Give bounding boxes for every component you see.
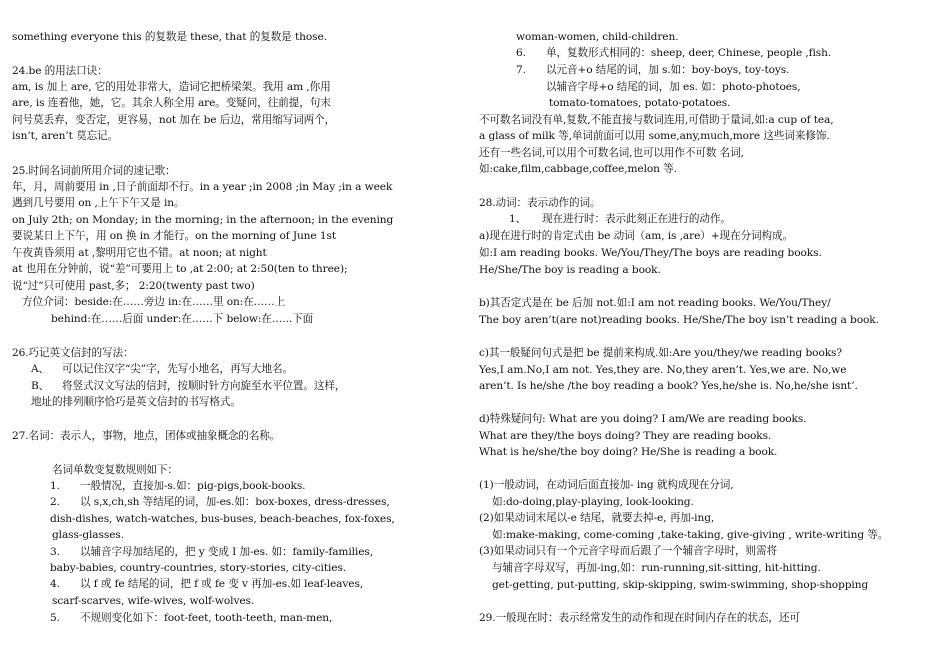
- list-marker: A、: [31, 363, 50, 375]
- list-number: 1.: [50, 480, 60, 492]
- text-line: 可以记住汉字“尖”字，先写小地名，再写大地名。: [62, 363, 293, 375]
- text-line: 方位介词：beside:在……旁边 in:在……里 on:在……上: [22, 296, 286, 308]
- list-number: 4.: [50, 578, 60, 590]
- list-number: 1、: [509, 213, 527, 225]
- text-line: a glass of milk 等,单词前面可以用 some,any,much,more 这些词来修饰.: [479, 130, 830, 142]
- text-line: scarf-scarves, wife-wives, wolf-wolves.: [52, 595, 255, 607]
- text-line: 现在进行时：表示此刻正在进行的动作。: [542, 213, 731, 225]
- list-number: 6.: [516, 47, 526, 59]
- section-24-title: 24.be 的用法口诀：: [12, 65, 108, 77]
- text-line: 与辅音字母双写，再加-ing,如：run-running,sit-sitting, hit-hitting.: [492, 562, 821, 574]
- section-26-title: 26.巧记英文信封的写法：: [12, 347, 134, 359]
- text-line: (3)如果动词只有一个元音字母而后跟了一个辅音字母时，则需将: [479, 545, 778, 557]
- text-line: 地址的排列顺序恰巧是英文信封的书写格式。: [31, 396, 241, 408]
- text-line: 如:do-doing,play-playing, look-looking.: [492, 496, 694, 508]
- text-line: What is he/she/the boy doing? He/She is reading a book.: [479, 446, 778, 458]
- text-line: tomato-tomatoes, potato-potatoes.: [549, 97, 731, 109]
- section-29-title: 29.一般现在时：表示经常发生的动作和现在时间内存在的状态，还可: [479, 612, 800, 624]
- text-line: 单，复数形式相同的：sheep, deer, Chinese, people ,fish.: [546, 47, 832, 59]
- text-line: glass-glasses.: [52, 529, 124, 541]
- text-line: aren’t. Is he/she /the boy reading a book? Yes,he/she is. No,he/she isnt’.: [479, 380, 858, 392]
- text-line: 午夜黄昏须用 at ,黎明用它也不错。at noon; at night: [12, 247, 267, 259]
- text-line: dish-dishes, watch-watches, bus-buses, beach-beaches, fox-foxes,: [50, 513, 395, 525]
- text-line: 还有一些名词,可以用个可数名词,也可以用作不可数 名词,: [479, 147, 744, 159]
- section-27-title: 27.名词：表示人，事物，地点，团体或抽象概念的名称。: [12, 430, 281, 442]
- list-number: 2.: [50, 496, 60, 508]
- text-line: (1)一般动词，在动词后面直接加- ing 就构成现在分词,: [479, 479, 734, 491]
- text-line: baby-babies, country-countries, story-stories, city-cities.: [50, 562, 347, 574]
- text-line: something everyone this 的复数是 these, that 的复数是 those.: [12, 31, 327, 43]
- text-line: The boy aren’t(are not)reading books. He/She/The boy isn’t reading a book.: [479, 314, 879, 326]
- text-line: What are they/the boys doing? They are reading books.: [479, 430, 772, 442]
- list-marker: B、: [31, 380, 50, 392]
- list-number: 3.: [50, 546, 60, 558]
- text-line: 如:I am reading books. We/You/They/The boys are reading books.: [479, 247, 822, 259]
- text-line: on July 2th; on Monday; in the morning; in the afternoon; in the evening: [12, 214, 394, 226]
- text-line: c)其一般疑问句式是把 be 提前来构成.如:Are you/they/we reading books?: [479, 347, 842, 359]
- subheading: 名词单数变复数规则如下：: [52, 464, 178, 476]
- text-line: 以元音+o 结尾的词，加 s.如：boy-boys, toy-toys.: [546, 64, 790, 76]
- text-line: a)现在进行时的肯定式由 be 动词（am, is ,are）+现在分词构成。: [479, 230, 793, 242]
- text-line: 以辅音字母加结尾的，把 y 变成 I 加-es. 如：family-families,: [80, 546, 374, 558]
- text-line: isn’t, aren’t 莫忘记。: [12, 130, 119, 142]
- text-line: He/She/The boy is reading a book.: [479, 264, 661, 276]
- text-line: 以 f 或 fe 结尾的词，把 f 或 fe 变 v 再加-es.如 leaf-leaves,: [80, 578, 364, 590]
- text-line: behind:在……后面 under:在……下 below:在…...下面: [51, 313, 314, 325]
- text-line: 遇到几号要用 on ,上午下午又是 in。: [12, 197, 185, 209]
- text-line: woman-women, child-children.: [516, 31, 679, 43]
- text-line: are, is 连着他，她，它。其余人称全用 are。变疑问，往前提，句末: [12, 97, 331, 109]
- text-line: 将竖式汉文写法的信封，按顺时针方向旋至水平位置。这样，: [62, 380, 346, 392]
- text-line: 不规则变化如下：foot-feet, tooth-teeth, man-men,: [80, 612, 333, 624]
- text-line: 如:cake,film,cabbage,coffee,melon 等.: [479, 163, 677, 175]
- text-line: 以 s,x,ch,sh 等结尾的词，加-es.如：box-boxes, dress-dresses,: [80, 496, 390, 508]
- section-25-title: 25.时间名词前所用介词的速记歌：: [12, 165, 176, 177]
- text-line: b)其否定式是在 be 后加 not.如:I am not reading books. We/You/They/: [479, 297, 831, 309]
- text-line: d)特殊疑问句: What are you doing? I am/We are reading books.: [479, 413, 807, 425]
- text-line: 年，月，周前要用 in ,日子前面却不行。in a year ;in 2008 ;in May ;in a week: [12, 181, 393, 193]
- text-line: 说“过”只可使用 past,多； 2:20(twenty past two): [12, 280, 255, 292]
- text-line: Yes,I am.No,I am not. Yes,they are. No,they aren’t. Yes,we are. No,we: [479, 364, 847, 376]
- text-line: 一般情况，直接加-s.如：pig-pigs,book-books.: [80, 480, 306, 492]
- text-line: 问号莫丢弃，变否定，更容易，not 加在 be 后边，常用缩写词两个，: [12, 114, 336, 126]
- text-line: at 也用在分钟前，说“差”可要用上 to ,at 2:00; at 2:50(ten to three);: [12, 263, 348, 275]
- text-line: 要说某日上下午，用 on 换 in 才能行。on the morning of June 1st: [12, 230, 336, 242]
- text-line: 如:make-making, come-coming ,take-taking, give-giving , write-writing 等。: [492, 529, 889, 541]
- text-line: am, is 加上 are, 它的用处非常大，造词它把桥梁架。我用 am ,你用: [12, 81, 331, 93]
- text-line: (2)如果动词末尾以-e 结尾，就要去掉-e, 再加-ing,: [479, 512, 715, 524]
- list-number: 7.: [516, 64, 526, 76]
- text-line: 以辅音字母+o 结尾的词，加 es. 如：photo-photoes,: [546, 81, 801, 93]
- text-line: get-getting, put-putting, skip-skipping, swim-swimming, shop-shopping: [492, 579, 869, 591]
- list-number: 5.: [50, 612, 60, 624]
- text-line: 不可数名词没有单,复数,不能直接与数词连用,可借助于量词,如:a cup of tea,: [479, 114, 834, 126]
- section-28-title: 28.动词：表示动作的词。: [479, 197, 601, 209]
